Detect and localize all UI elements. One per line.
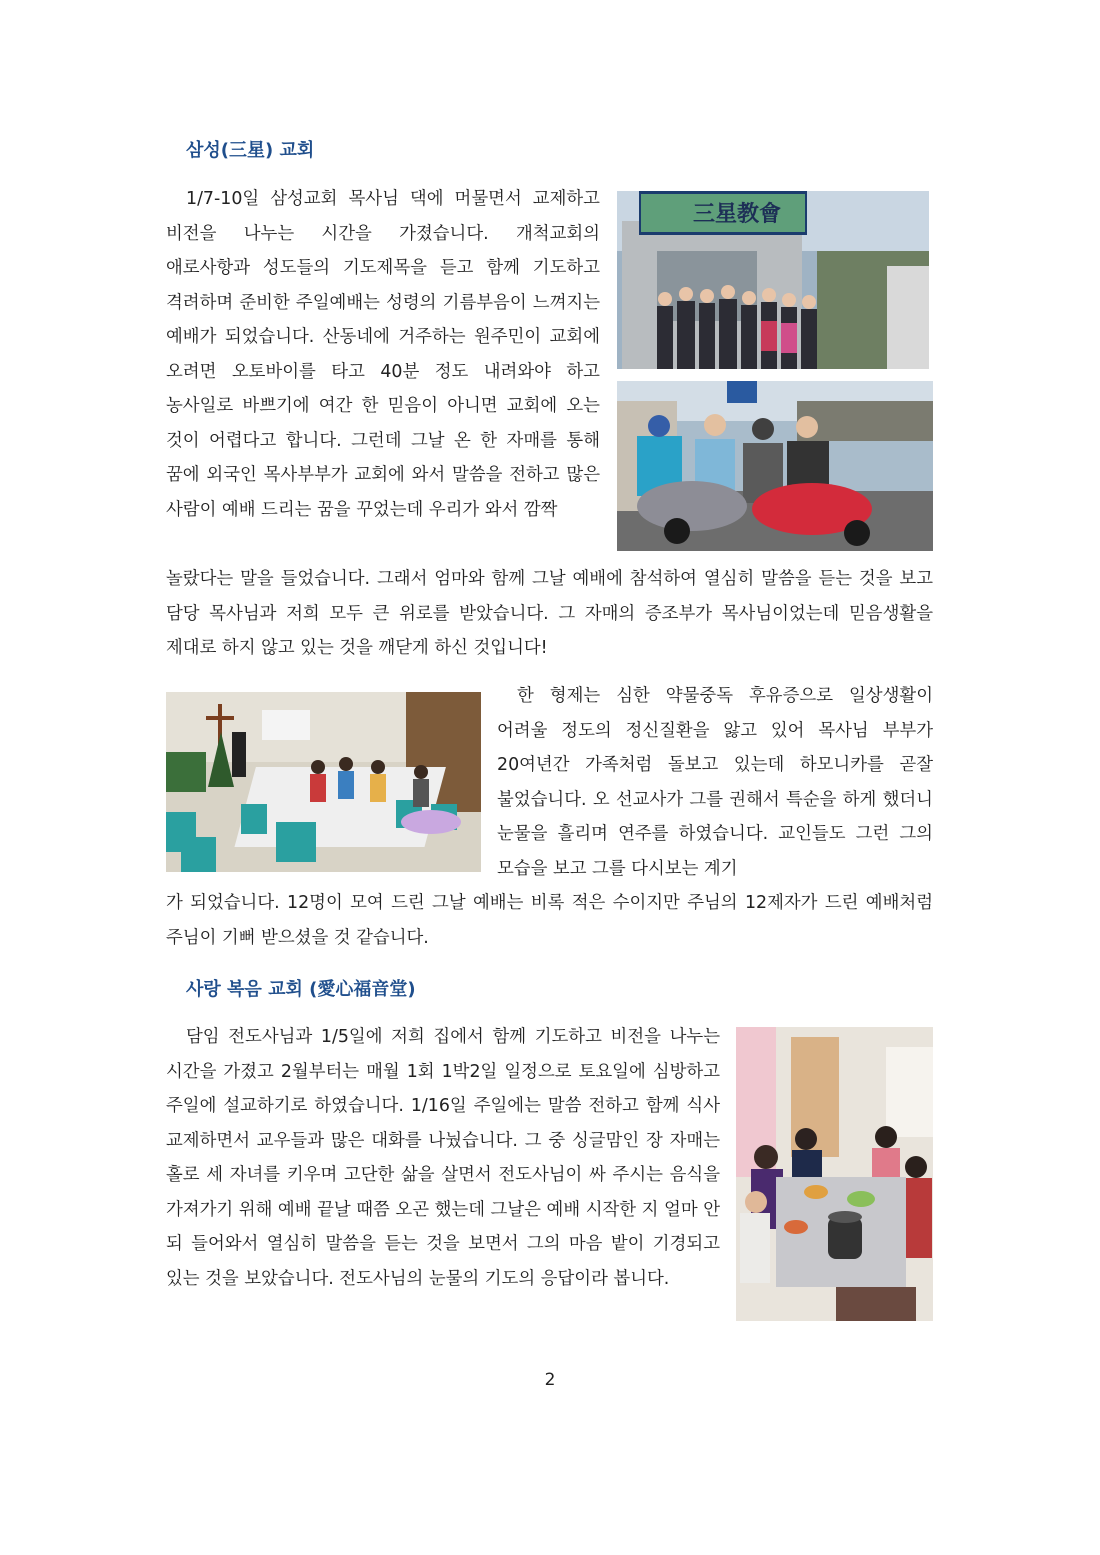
paragraph-samsung-2: 놀랐다는 말을 들었습니다. 그래서 엄마와 함께 그날 예배에 참석하여 열심히 말씀을 듣는 것을 보고 담당 목사님과 저희 모두 큰 위로를 받았습니다. 그 자매의 증조부가 목사님이었는데 믿음생활을 제대로 하지 않고 있는 것을 깨닫게 하신 것입니다! — [166, 569, 933, 658]
section-heading-samsung: 삼성(三星) 교회 — [186, 140, 315, 161]
photo-church-front — [617, 191, 929, 369]
paragraph-samsung-3: 한 형제는 심한 약물중독 후유증으로 일상생활이 어려울 정도의 정신질환을 앓고 있어 목사님 부부가 20여년간 가족처럼 돌보고 있는데 하모니카를 곧잘 불었습니다. 오 선교사가 그를 권해서 특순을 하게 했더니 눈물을 흘리며 연주를 하였습니다. 교인들도 그런 그의 모습을 보고 그를 다시보는 계기 — [497, 686, 933, 879]
section-heading-love-gospel: 사랑 복음 교회 (愛心福音堂) — [186, 979, 416, 1000]
photo-motorbike-riders — [617, 381, 933, 551]
paragraph-samsung-4: 가 되었습니다. 12명이 모여 드린 그날 예배는 비록 적은 수이지만 주님의 12제자가 드린 예배처럼 주님이 기뻐 받으셨을 것 같습니다. — [166, 893, 933, 948]
paragraph-love-gospel-1: 담임 전도사님과 1/5일에 저희 집에서 함께 기도하고 비전을 나누는 시간을 가졌고 2월부터는 매월 1회 1박2일 일정으로 토요일에 심방하고 주일에 설교하기로 하였습니다. 1/16일 주일에는 말씀 전하고 함께 식사 교제하면서 교우들과 많은 대화를 나눴습니다. 그 중 싱글맘인 장 자매는 홀로 세 자녀를 키우며 고단한 삶을 살면서 전도사님이 싸 주시는 음식을 가져가기 위해 예배 끝날 때쯤 오곤 했는데 그날은 예배 시작한 지 얼마 안 되 들어와서 열심히 말씀을 듣는 것을 보면서 그의 마음 밭이 기경되고 있는 것을 보았습니다. 전도사님의 눈물의 기도의 응답이라 봅니다. — [166, 1027, 720, 1289]
paragraph-samsung-1: 1/7-10일 삼성교회 목사님 댁에 머물면서 교제하고 비전을 나누는 시간을 가졌습니다. 개척교회의 애로사항과 성도들의 기도제목을 듣고 함께 기도하고 격려하며 준비한 주일예배는 성령의 기름부음이 느껴지는 예배가 되었습니다. 산동네에 거주하는 원주민이 교회에 오려면 오토바이를 타고 40분 정도 내려와야 하고 농사일로 바쁘기에 여간 한 믿음이 아니면 교회에 오는 것이 어렵다고 합니다. 그런데 그날 온 한 자매를 통해 꿈에 외국인 목사부부가 교회에 와서 말씀을 전하고 많은 사람이 예배 드리는 꿈을 꾸었는데 우리가 와서 깜짝 — [166, 189, 600, 520]
photo-meal-fellowship — [736, 1027, 933, 1321]
church-sign-text: 三星教會 — [692, 201, 782, 227]
photo-worship-room — [166, 692, 481, 872]
page-number: 2 — [544, 1370, 556, 1390]
